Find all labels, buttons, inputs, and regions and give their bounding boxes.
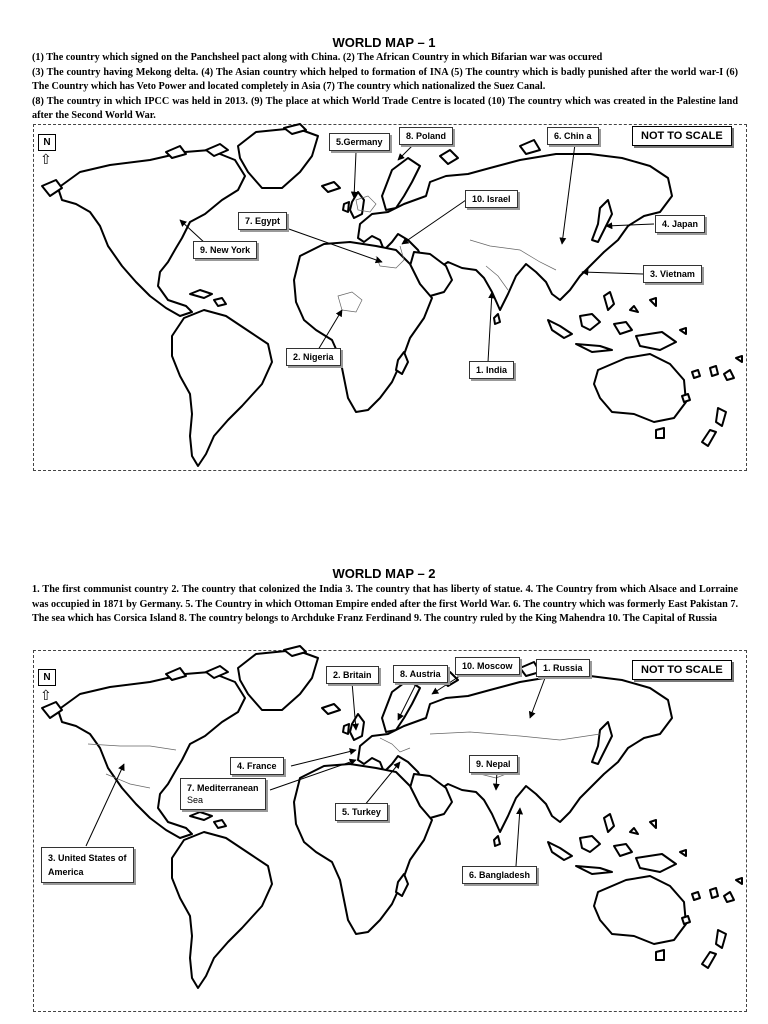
map2-label-nepal: 9. Nepal xyxy=(469,755,518,773)
map1-label-germany: 5.Germany xyxy=(329,133,390,151)
map1-label-china: 6. Chin a xyxy=(547,127,599,145)
map1-label-nigeria: 2. Nigeria xyxy=(286,348,341,366)
map1-world-outline xyxy=(42,124,742,466)
map2-label-britain: 2. Britain xyxy=(326,666,379,684)
map2-label-austria: 8. Austria xyxy=(393,665,448,683)
map2-world-outline xyxy=(42,646,742,988)
map2-label-usa xyxy=(41,847,134,883)
map2-label-usa-line: 3. United States of xyxy=(48,853,127,863)
map2-label-france: 4. France xyxy=(230,757,284,775)
map2-north-label: N xyxy=(38,669,56,686)
map1-label-israel: 10. Israel xyxy=(465,190,518,208)
map1-question-line: (1) The country which signed on the Panchsheel pact along with China. (2) The African Country in which Bifarian war was occured xyxy=(32,52,603,63)
map1-north-label: N xyxy=(38,134,56,151)
map2-questions: 1. The first communist country 2. The country that colonized the India 3. The country that has liberty of statue. 4. The Country from which Alsace and Lorraine was occupied in 1871 by Germany. 5. The Country in which Ottoman Empire ended after the first World War. 6. The country which was formerly East Pakistan 7. The sea which has Corsica Island 8. The country belongs to Archduke Franz Ferdinand 9. The country ruled by the King Mahendra 10. The Capital of Russia xyxy=(32,584,738,625)
map1-question-line: (8) The country in which IPCC was held in 2013. (9) The place at which World Trade Centre is located (10) The country which was created in the Palestine land after the Second World War. xyxy=(32,95,738,122)
map1-title: WORLD MAP – 1 xyxy=(332,35,436,50)
map2-not-to-scale: NOT TO SCALE xyxy=(632,660,732,680)
map2-north-arrow-icon: ⇧ xyxy=(40,687,52,703)
map1-question-line: (3) The country having Mekong delta. (4) The Asian country which helped to formation of INA (5) The country which is badly punished after the world war-I (6) The Country which has Veto Power and located completely in Asia (7) The country which nationalized the Suez Canal. xyxy=(32,66,738,93)
map2-label-mediterranean xyxy=(180,778,266,810)
map1-label-newyork: 9. New York xyxy=(193,241,257,259)
map1-not-to-scale: NOT TO SCALE xyxy=(632,126,732,146)
map2-label-usa-line: America xyxy=(48,867,84,877)
map2-label-turkey: 5. Turkey xyxy=(335,803,388,821)
map1-north-arrow-icon: ⇧ xyxy=(40,151,52,167)
map2-label-med-line: 7. Mediterranean xyxy=(187,783,259,793)
map1-label-poland: 8. Poland xyxy=(399,127,453,145)
map2-label-moscow: 10. Moscow xyxy=(455,657,520,675)
map2-label-russia: 1. Russia xyxy=(536,659,590,677)
map2-label-bangladesh: 6. Bangladesh xyxy=(462,866,537,884)
map1-label-vietnam: 3. Vietnam xyxy=(643,265,702,283)
map2-label-med-line: Sea xyxy=(187,795,204,805)
map1-label-japan: 4. Japan xyxy=(655,215,705,233)
map1-label-egypt: 7. Egypt xyxy=(238,212,287,230)
map1-label-india: 1. India xyxy=(469,361,514,379)
map2-title: WORLD MAP – 2 xyxy=(332,566,436,581)
